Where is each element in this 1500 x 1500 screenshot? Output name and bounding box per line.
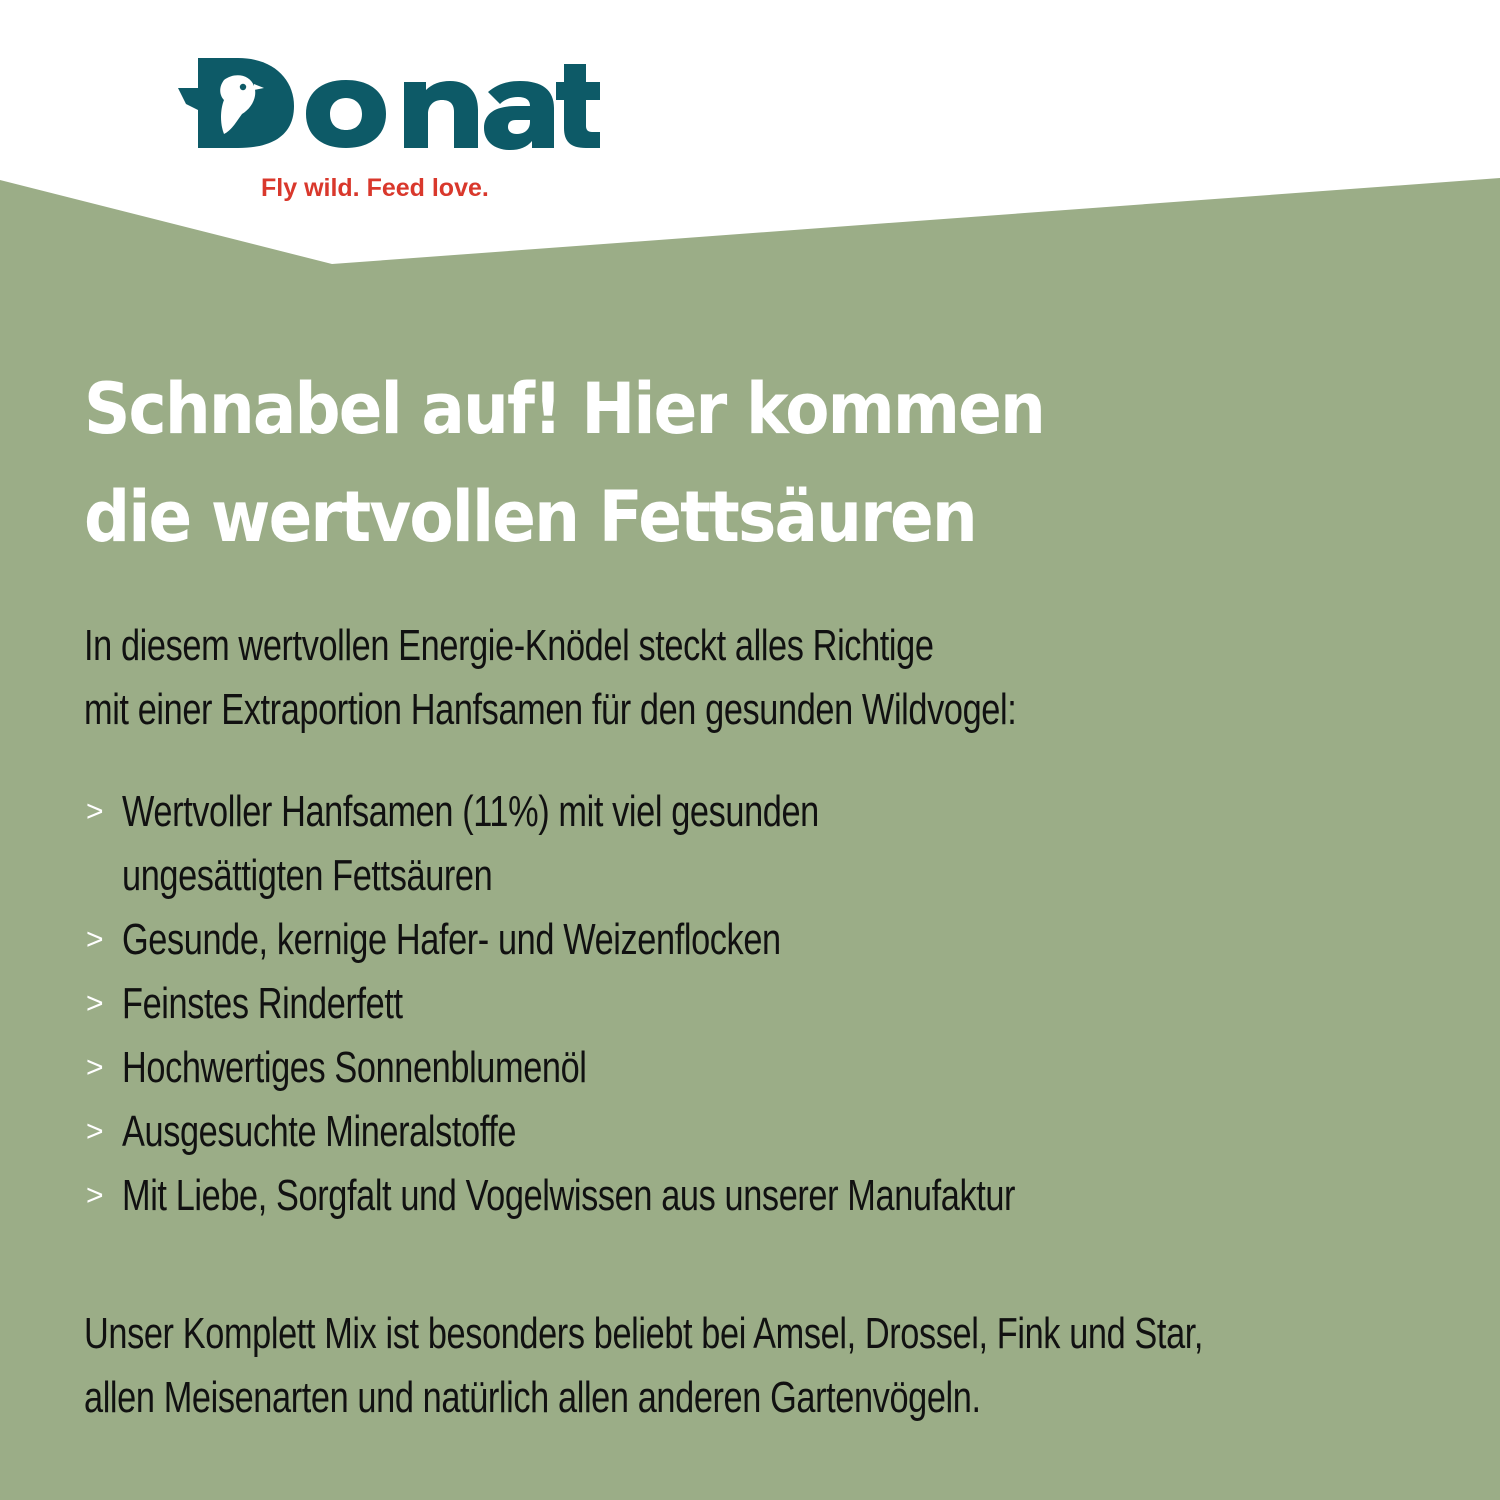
chevron-right-icon: >	[86, 1051, 104, 1084]
feature-text: Hochwertiges Sonnenblumenöl	[122, 1043, 587, 1092]
outro-line-1: Unser Komplett Mix ist besonders beliebt bei Amsel, Drossel, Fink und Star,	[84, 1309, 1204, 1358]
list-item	[84, 1100, 1464, 1164]
chevron-right-icon: >	[86, 923, 104, 956]
outro-paragraph	[84, 1302, 1464, 1430]
chevron-right-icon: >	[86, 987, 104, 1020]
outro-line-2: allen Meisenarten und natürlich allen anderen Gartenvögeln.	[84, 1373, 981, 1422]
chevron-right-icon: >	[86, 795, 104, 828]
brand-logo	[176, 62, 616, 212]
headline-line-1: Schnabel auf! Hier kommen	[84, 368, 1045, 450]
feature-list	[84, 780, 1464, 1228]
feature-text: Gesunde, kernige Hafer- und Weizenflocken	[122, 915, 781, 964]
list-item	[84, 972, 1464, 1036]
brand-wordmark	[176, 50, 616, 178]
bird-icon	[176, 50, 616, 160]
list-item	[84, 780, 1464, 908]
headline-line-2: die wertvollen Fettsäuren	[84, 476, 976, 558]
feature-text: Feinstes Rinderfett	[122, 979, 403, 1028]
headline	[84, 355, 1384, 571]
list-item	[84, 1164, 1464, 1228]
intro-line-1: In diesem wertvollen Energie-Knödel steckt alles Richtige	[84, 621, 934, 670]
feature-text: Mit Liebe, Sorgfalt und Vogelwissen aus unserer Manufaktur	[122, 1171, 1016, 1220]
chevron-right-icon: >	[86, 1115, 104, 1148]
feature-text-continued: ungesättigten Fettsäuren	[122, 851, 493, 900]
list-item	[84, 1036, 1464, 1100]
list-item	[84, 908, 1464, 972]
intro-paragraph	[84, 614, 1464, 742]
feature-text: Wertvoller Hanfsamen (11%) mit viel gesunden	[122, 787, 819, 836]
brand-tagline: Fly wild. Feed love.	[261, 174, 489, 202]
intro-line-2: mit einer Extraportion Hanfsamen für den gesunden Wildvogel:	[84, 685, 1017, 734]
chevron-right-icon: >	[86, 1179, 104, 1212]
feature-text: Ausgesuchte Mineralstoffe	[122, 1107, 517, 1156]
